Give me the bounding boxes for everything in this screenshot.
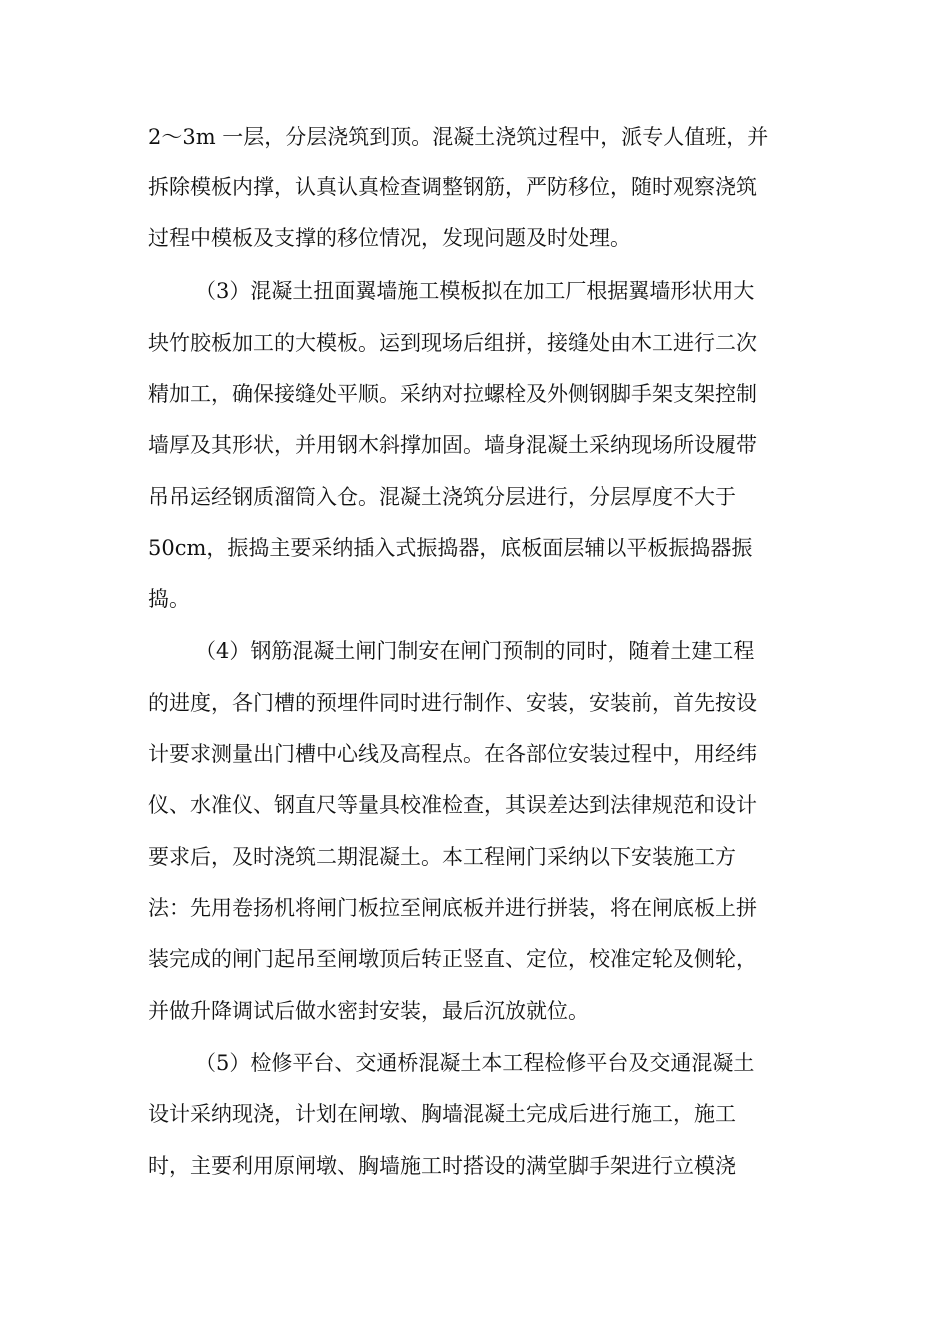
text-line: 并做升降调试后做水密封安装，最后沉放就位。 bbox=[148, 999, 589, 1023]
text-line: 吊吊运经钢质溜筒入仓。混凝土浇筑分层进行，分层厚度不大于 bbox=[148, 485, 736, 509]
paragraph-first-line: （3）混凝土扭面翼墙施工模板拟在加工厂根据翼墙形状用大 bbox=[195, 279, 755, 303]
text-line: 拆除模板内撑，认真认真检查调整钢筋，严防移位，随时观察浇筑 bbox=[148, 175, 757, 199]
text-line: 时，主要利用原闸墩、胸墙施工时搭设的满堂脚手架进行立模浇 bbox=[148, 1154, 736, 1178]
paragraph-first-line: （4）钢筋混凝土闸门制安在闸门预制的同时，随着土建工程 bbox=[195, 639, 755, 663]
text-line: 捣。 bbox=[148, 587, 190, 611]
text-line: 设计采纳现浇，计划在闸墩、胸墙混凝土完成后进行施工，施工 bbox=[148, 1102, 736, 1126]
text-line: 装完成的闸门起吊至闸墩顶后转正竖直、定位，校准定轮及侧轮， bbox=[148, 947, 757, 971]
text-line: 50cm，振捣主要采纳插入式振捣器，底板面层辅以平板振捣器振 bbox=[148, 536, 753, 560]
text-line: 2～3m 一层，分层浇筑到顶。混凝土浇筑过程中，派专人值班，并 bbox=[148, 125, 769, 149]
text-line: 精加工，确保接缝处平顺。采纳对拉螺栓及外侧钢脚手架支架控制 bbox=[148, 382, 757, 406]
text-line: 要求后，及时浇筑二期混凝土。本工程闸门采纳以下安装施工方 bbox=[148, 845, 736, 869]
text-line: 法：先用卷扬机将闸门板拉至闸底板并进行拼装，将在闸底板上拼 bbox=[148, 896, 757, 920]
text-line: 的进度，各门槽的预埋件同时进行制作、安装，安装前，首先按设 bbox=[148, 691, 757, 715]
text-line: 计要求测量出门槽中心线及高程点。在各部位安装过程中，用经纬 bbox=[148, 742, 757, 766]
text-line: 块竹胶板加工的大模板。运到现场后组拼，接缝处由木工进行二次 bbox=[148, 331, 757, 355]
paragraph-first-line: （5）检修平台、交通桥混凝土本工程检修平台及交通混凝土 bbox=[195, 1051, 755, 1075]
text-line: 过程中模板及支撑的移位情况，发现问题及时处理。 bbox=[148, 226, 631, 250]
text-line: 仪、水准仪、钢直尺等量具校准检查，其误差达到法律规范和设计 bbox=[148, 793, 757, 817]
text-line: 墙厚及其形状，并用钢木斜撑加固。墙身混凝土采纳现场所设履带 bbox=[148, 433, 757, 457]
